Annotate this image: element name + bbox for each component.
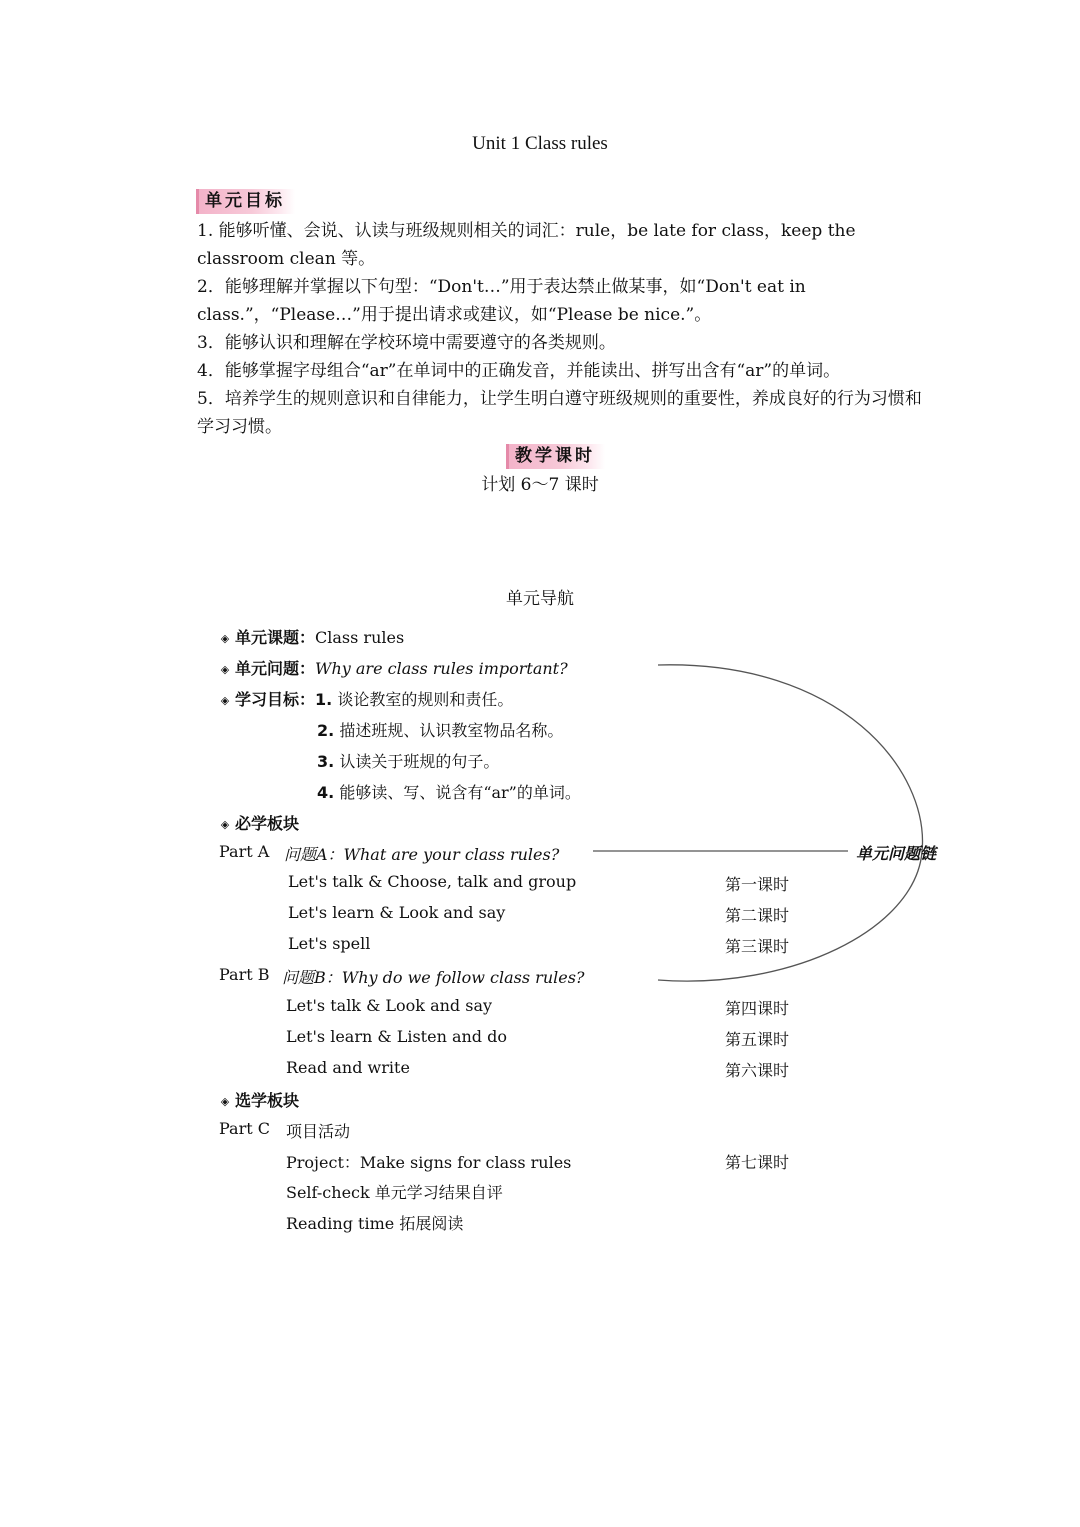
diamond-bullet-icon: ◈ [220,632,230,645]
goal-item-1: 1. 能够听懂、会说、认读与班级规则相关的词汇：rule，be late for class，keep the classroom clean 等。 [197,221,856,269]
goal-item-3: 3．能够认识和理解在学校环境中需要遵守的各类规则。 [197,333,616,353]
nav-topic: ◈ 单元课题：Class rules [218,625,404,648]
part-b-lesson-1: 第四课时 [725,999,790,1018]
objective-2: 2. 描述班规、认识教室物品名称。 [317,721,564,740]
part-c-label: Part C [219,1119,270,1138]
part-a-label: Part A [219,842,270,861]
goal-item-4: 4．能够掌握字母组合“ar”在单词中的正确发音，并能读出、拼写出含有“ar”的单词。 [197,361,841,381]
diamond-bullet-icon: ◈ [220,1095,230,1108]
diamond-bullet-icon: ◈ [220,694,230,707]
lessons-plan: 计划 6～7 课时 [481,475,599,495]
required-section-label: ◈ 必学板块 [218,811,299,834]
part-a-lesson-1: 第一课时 [725,875,790,894]
part-b-item-3: Read and write [286,1058,410,1077]
part-a-item-3: Let's spell [288,934,371,953]
nav-heading: 单元导航 [506,589,574,609]
part-c-lesson-1: 第七课时 [725,1153,790,1172]
objective-3: 3. 认读关于班规的句子。 [317,752,500,771]
objective-4: 4. 能够读、写、说含有“ar”的单词。 [317,783,581,802]
part-c-title: 项目活动 [286,1122,351,1141]
diamond-bullet-icon: ◈ [220,663,230,676]
part-a-question: 问题A：What are your class rules? [284,845,560,864]
part-c-item-3: Reading time 拓展阅读 [286,1214,464,1233]
goal-item-5: 5．培养学生的规则意识和自律能力，让学生明白遵守班级规则的重要性，养成良好的行为习惯和学习习惯。 [197,389,922,437]
part-a-lesson-2: 第二课时 [725,906,790,925]
part-a-lesson-3: 第三课时 [725,937,790,956]
chain-label: 单元问题链 [856,844,937,863]
part-a-item-1: Let's talk & Choose, talk and group [288,872,577,891]
nav-objectives: ◈ 学习目标：1. 谈论教室的规则和责任。 [218,687,513,710]
optional-section-label: ◈ 选学板块 [218,1088,299,1111]
part-a-item-2: Let's learn & Look and say [288,903,506,922]
lessons-badge: 教学课时 [506,444,605,469]
part-b-lesson-2: 第五课时 [725,1030,790,1049]
part-c-item-2: Self-check 单元学习结果自评 [286,1183,503,1202]
page-title: Unit 1 Class rules [472,133,608,154]
unit-goals-badge: 单元目标 [196,189,295,214]
diamond-bullet-icon: ◈ [220,818,230,831]
part-b-lesson-3: 第六课时 [725,1061,790,1080]
part-b-label: Part B [219,965,270,984]
goal-item-2: 2．能够理解并掌握以下句型：“Don't…”用于表达禁止做某事，如“Don't eat in class.”，“Please…”用于提出请求或建议，如“Please be nice.”。 [197,277,806,325]
part-b-question: 问题B：Why do we follow class rules? [282,968,585,987]
part-c-item-1: Project：Make signs for class rules [286,1153,572,1172]
nav-question: ◈ 单元问题：Why are class rules important? [218,656,568,679]
chain-arc [658,665,922,981]
part-b-item-1: Let's talk & Look and say [286,996,493,1015]
part-b-item-2: Let's learn & Listen and do [286,1027,507,1046]
